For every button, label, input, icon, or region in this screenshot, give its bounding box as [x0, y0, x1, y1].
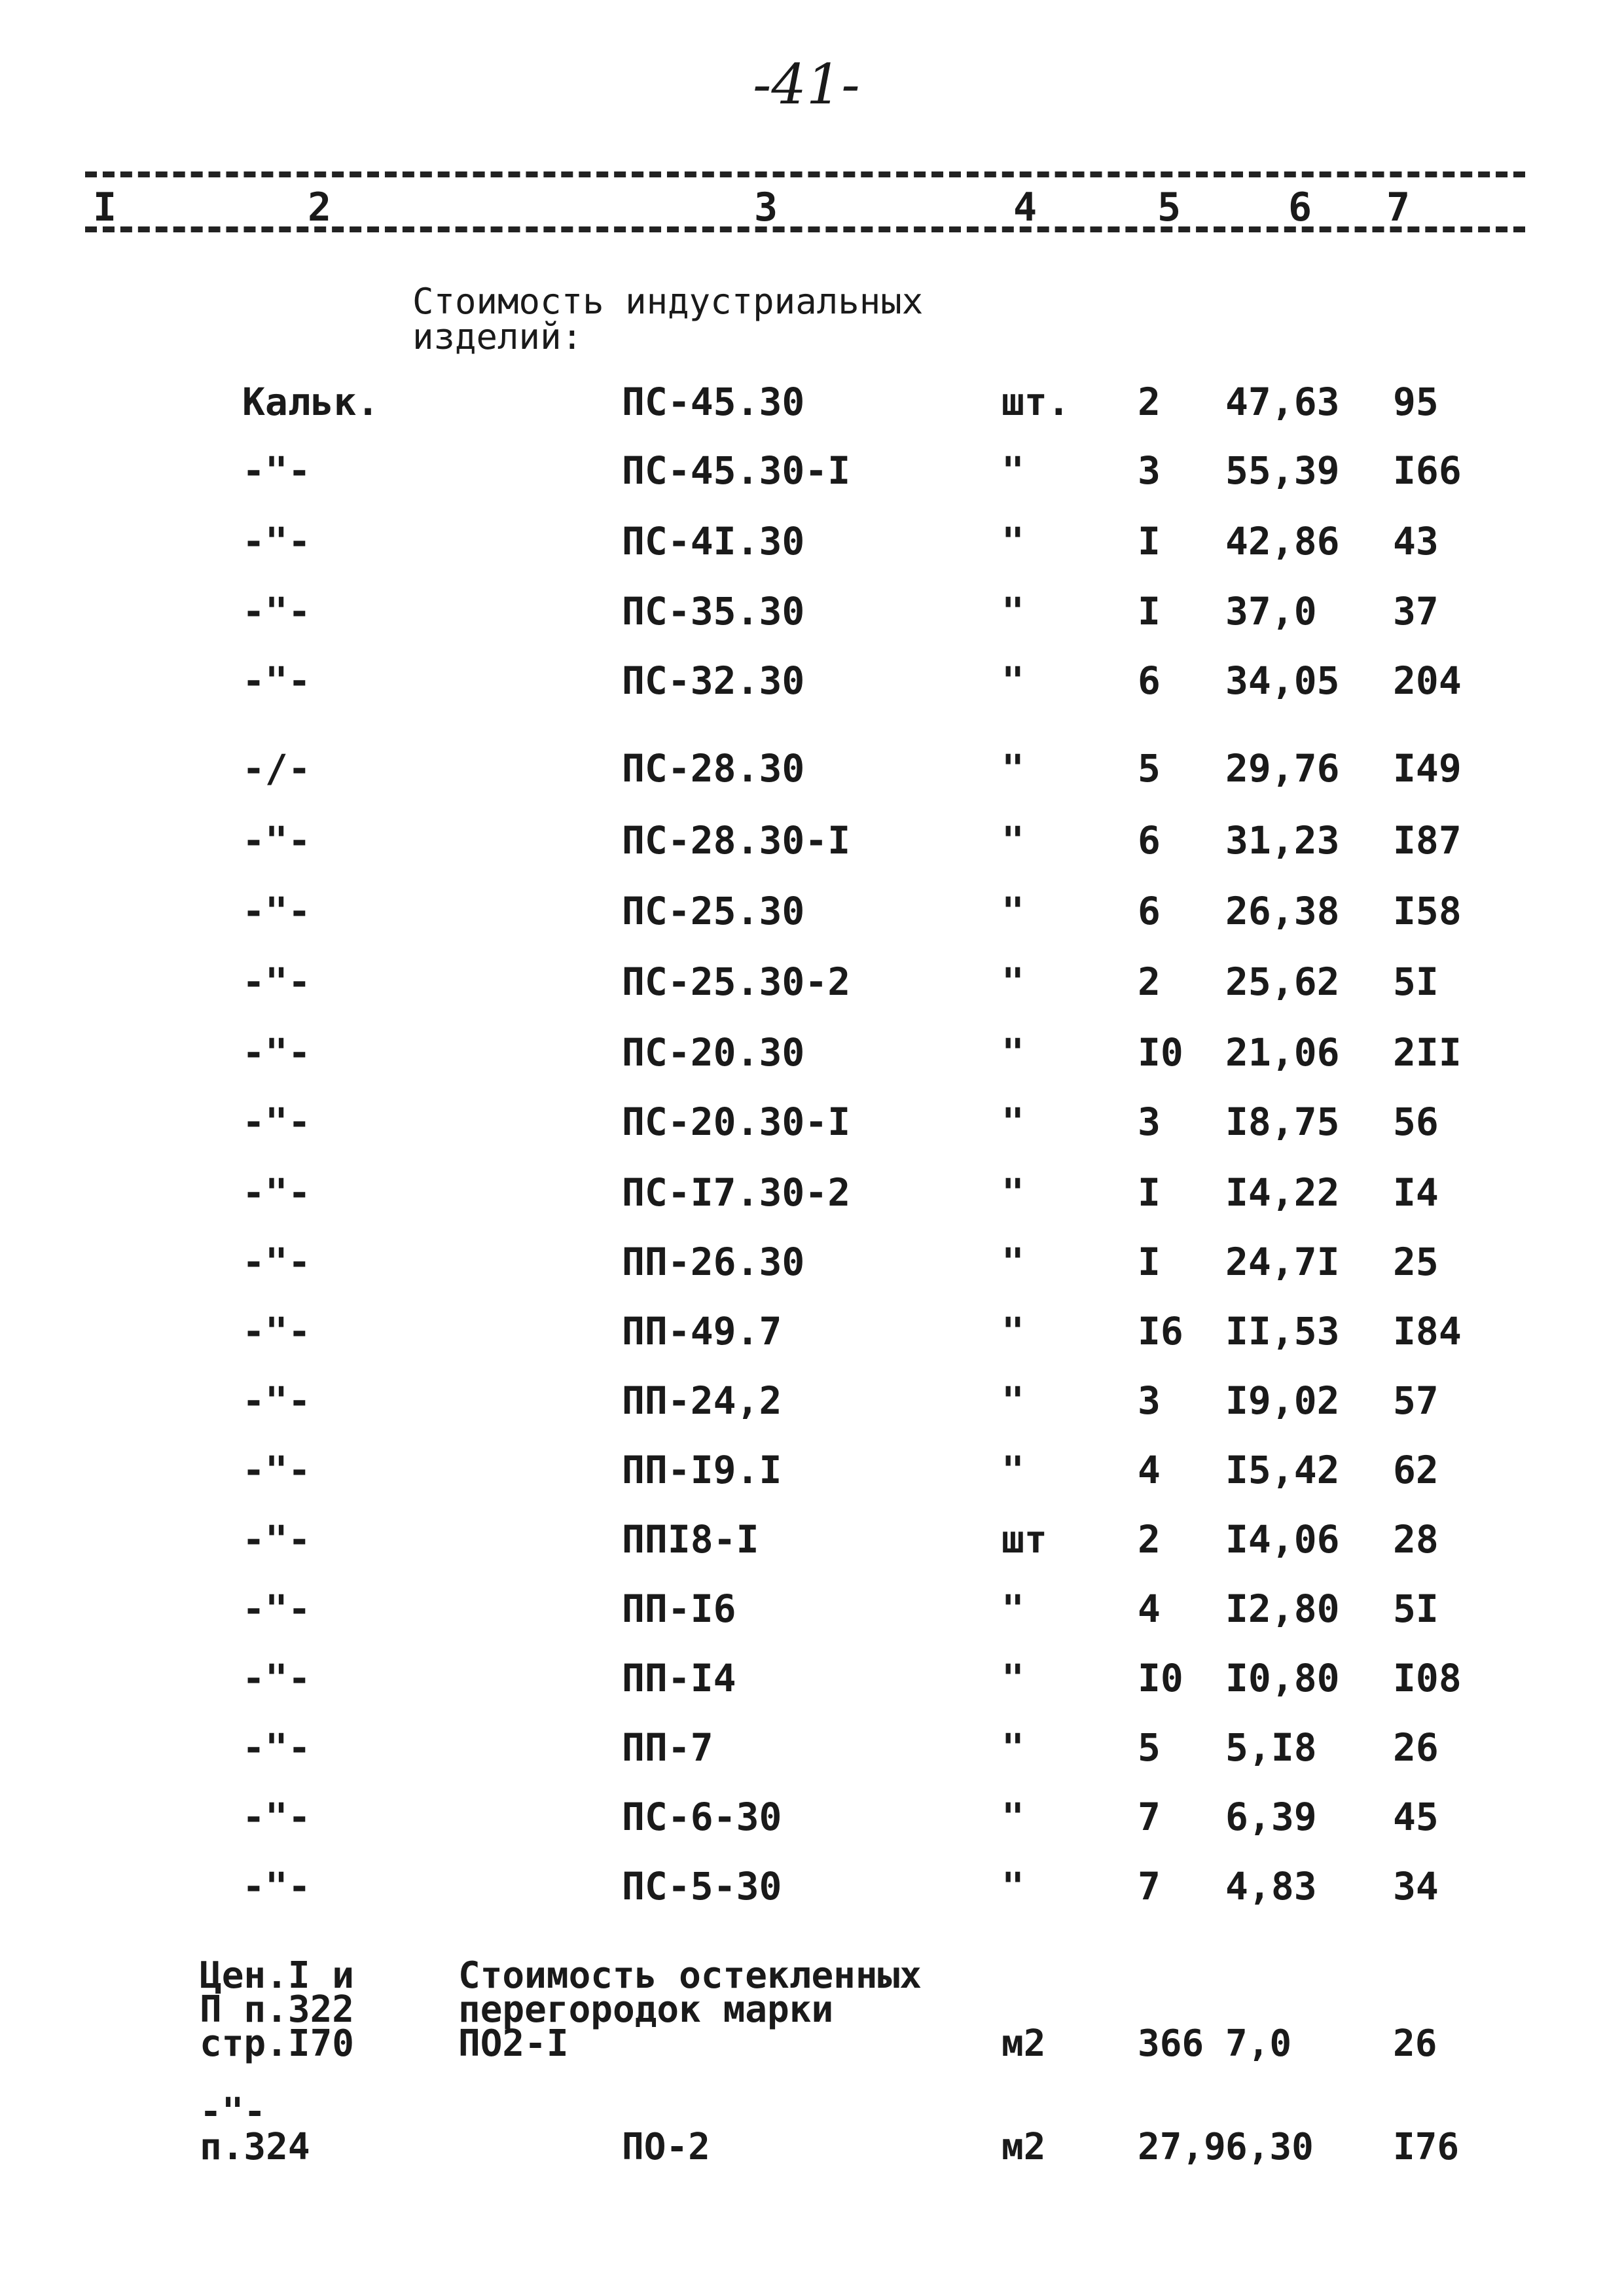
cell-price: 34,05	[1225, 658, 1340, 703]
cell-price: I2,80	[1225, 1587, 1340, 1631]
cell-mark: ПС-32.30	[622, 658, 805, 703]
table-row	[0, 1517, 1624, 1570]
cell-price: I8,75	[1225, 1100, 1340, 1144]
cell-ref: -"-	[242, 1378, 311, 1423]
table-row	[0, 1864, 1624, 1916]
section2-unit: м2	[1001, 2022, 1046, 2065]
cell-ref: -"-	[242, 1240, 311, 1284]
section3-mark: ПО-2	[622, 2126, 710, 2168]
cell-ref: -"-	[242, 889, 311, 933]
cell-total: 37	[1393, 589, 1439, 634]
table-row	[0, 746, 1624, 798]
column-header-7: 7	[1386, 185, 1411, 230]
cell-qty: 3	[1138, 1378, 1161, 1423]
cell-price: 42,86	[1225, 519, 1340, 564]
cell-unit: "	[1001, 1725, 1024, 1770]
cell-mark: ПП-24,2	[622, 1378, 782, 1423]
cell-mark: ПС-45.30-I	[622, 448, 851, 493]
cell-unit: "	[1001, 1030, 1024, 1075]
table-row	[0, 1378, 1624, 1431]
cell-total: I08	[1393, 1656, 1462, 1700]
cell-total: I84	[1393, 1309, 1462, 1354]
cell-mark: ПС-28.30-I	[622, 818, 851, 863]
section2-qty: 366	[1138, 2022, 1204, 2065]
cell-mark: ПС-I7.30-2	[622, 1170, 851, 1215]
cell-total: 57	[1393, 1378, 1439, 1423]
cell-ref: Кальк.	[242, 380, 380, 424]
column-header-3: 3	[754, 185, 778, 230]
section2-ref-line2: П п.322	[200, 1988, 355, 2031]
cell-total: 95	[1393, 380, 1439, 424]
cell-unit: "	[1001, 1240, 1024, 1284]
cell-qty: 7	[1138, 1864, 1161, 1909]
section3-total: I76	[1393, 2126, 1460, 2168]
cell-price: I4,06	[1225, 1517, 1340, 1562]
cell-price: 37,0	[1225, 589, 1317, 634]
section2-price: 7,0	[1225, 2022, 1292, 2065]
cell-ref: -"-	[242, 818, 311, 863]
cell-qty: 5	[1138, 1725, 1161, 1770]
cell-total: 204	[1393, 658, 1462, 703]
header-rule-bottom	[85, 226, 1525, 232]
cell-mark: ПС-28.30	[622, 746, 805, 791]
cell-unit: "	[1001, 1100, 1024, 1144]
cell-unit: "	[1001, 448, 1024, 493]
table-row	[0, 1587, 1624, 1639]
cell-ref: -"-	[242, 1100, 311, 1144]
cell-price: 55,39	[1225, 448, 1340, 493]
cell-unit: "	[1001, 889, 1024, 933]
section2-desc-line3: ПО2-I	[458, 2022, 569, 2065]
cell-qty: 2	[1138, 960, 1161, 1004]
cell-mark: ПС-25.30	[622, 889, 805, 933]
cell-mark: ПП-I6	[622, 1587, 736, 1631]
cell-qty: I	[1138, 1170, 1161, 1215]
cell-unit: "	[1001, 1656, 1024, 1700]
table-row	[0, 960, 1624, 1012]
cell-mark: ПП-I9.I	[622, 1448, 782, 1492]
cell-unit: "	[1001, 1795, 1024, 1839]
table-row	[0, 818, 1624, 870]
column-header-2: 2	[308, 185, 332, 230]
cell-ref: -"-	[242, 1656, 311, 1700]
cell-price: I9,02	[1225, 1378, 1340, 1423]
table-row	[0, 448, 1624, 501]
cell-unit: "	[1001, 1587, 1024, 1631]
cell-price: I5,42	[1225, 1448, 1340, 1492]
cell-qty: 6	[1138, 818, 1161, 863]
cell-total: 2II	[1393, 1030, 1462, 1075]
cell-ref: -"-	[242, 589, 311, 634]
cell-unit: "	[1001, 1170, 1024, 1215]
table-row	[0, 1030, 1624, 1083]
cell-qty: 6	[1138, 889, 1161, 933]
cell-ref: -"-	[242, 1517, 311, 1562]
cell-mark: ПС-35.30	[622, 589, 805, 634]
cell-ref: -"-	[242, 1864, 311, 1909]
cell-qty: 7	[1138, 1795, 1161, 1839]
cell-total: 45	[1393, 1795, 1439, 1839]
cell-total: 34	[1393, 1864, 1439, 1909]
cell-unit: "	[1001, 589, 1024, 634]
section3-unit: м2	[1001, 2126, 1046, 2168]
cell-total: 5I	[1393, 960, 1439, 1004]
cell-mark: ПС-45.30	[622, 380, 805, 424]
cell-mark: ПП-49.7	[622, 1309, 782, 1354]
cell-price: 24,7I	[1225, 1240, 1340, 1284]
column-header-1: I	[93, 185, 117, 230]
cell-price: 26,38	[1225, 889, 1340, 933]
cell-qty: 5	[1138, 746, 1161, 791]
cell-price: 47,63	[1225, 380, 1340, 424]
cell-unit: "	[1001, 960, 1024, 1004]
cell-unit: шт.	[1001, 380, 1070, 424]
cell-ref: -"-	[242, 1170, 311, 1215]
cell-qty: I6	[1138, 1309, 1183, 1354]
cell-mark: ПС-4I.30	[622, 519, 805, 564]
cell-unit: "	[1001, 519, 1024, 564]
cell-total: I58	[1393, 889, 1462, 933]
cell-mark: ПС-6-30	[622, 1795, 782, 1839]
section-title-line1: Стоимость индустриальных	[412, 281, 924, 322]
table-row	[0, 1170, 1624, 1223]
cell-unit: "	[1001, 658, 1024, 703]
cell-ref: -"-	[242, 1795, 311, 1839]
cell-price: 4,83	[1225, 1864, 1317, 1909]
cell-unit: "	[1001, 1864, 1024, 1909]
section3-price: 6,30	[1225, 2126, 1314, 2168]
cell-qty: I0	[1138, 1656, 1183, 1700]
cell-mark: ПП-7	[622, 1725, 713, 1770]
cell-unit: шт	[1001, 1517, 1047, 1562]
cell-qty: I	[1138, 1240, 1161, 1284]
cell-price: II,53	[1225, 1309, 1340, 1354]
cell-qty: 3	[1138, 1100, 1161, 1144]
section2-ref-line3: стр.I70	[200, 2022, 355, 2065]
column-header-5: 5	[1157, 185, 1182, 230]
table-row	[0, 519, 1624, 571]
section3-ref-line1: -"-	[200, 2090, 266, 2133]
cell-unit: "	[1001, 746, 1024, 791]
cell-ref: -"-	[242, 519, 311, 564]
cell-total: 43	[1393, 519, 1439, 564]
column-header-4: 4	[1013, 185, 1038, 230]
cell-mark: ППI8-I	[622, 1517, 759, 1562]
section3-ref-line2: п.324	[200, 2126, 310, 2168]
cell-qty: 2	[1138, 1517, 1161, 1562]
cell-total: 62	[1393, 1448, 1439, 1492]
cell-ref: -"-	[242, 448, 311, 493]
cell-unit: "	[1001, 818, 1024, 863]
cell-ref: -"-	[242, 658, 311, 703]
cell-price: I4,22	[1225, 1170, 1340, 1215]
cell-total: I87	[1393, 818, 1462, 863]
table-row	[0, 380, 1624, 432]
cell-unit: "	[1001, 1378, 1024, 1423]
cell-unit: "	[1001, 1448, 1024, 1492]
cell-ref: -"-	[242, 1587, 311, 1631]
cell-ref: -"-	[242, 1725, 311, 1770]
section2-desc-line2: перегородок марки	[458, 1988, 834, 2031]
cell-total: I4	[1393, 1170, 1439, 1215]
cell-qty: 6	[1138, 658, 1161, 703]
header-rule-top	[85, 171, 1525, 177]
cell-total: I66	[1393, 448, 1462, 493]
section2-total: 26	[1393, 2022, 1437, 2065]
cell-mark: ПС-20.30-I	[622, 1100, 851, 1144]
cell-price: 31,23	[1225, 818, 1340, 863]
table-row	[0, 1448, 1624, 1500]
cell-total: 5I	[1393, 1587, 1439, 1631]
cell-ref: -"-	[242, 1448, 311, 1492]
cell-ref: -/-	[242, 746, 311, 791]
section-title-line2: изделий:	[412, 316, 583, 357]
cell-qty: 3	[1138, 448, 1161, 493]
cell-price: I0,80	[1225, 1656, 1340, 1700]
cell-total: 28	[1393, 1517, 1439, 1562]
table-row	[0, 1656, 1624, 1708]
table-row	[0, 1725, 1624, 1778]
cell-mark: ПС-25.30-2	[622, 960, 851, 1004]
cell-qty: I0	[1138, 1030, 1183, 1075]
column-header-6: 6	[1288, 185, 1312, 230]
cell-total: 56	[1393, 1100, 1439, 1144]
cell-qty: 2	[1138, 380, 1161, 424]
section3-qty: 27,9	[1138, 2126, 1226, 2168]
cell-total: 26	[1393, 1725, 1439, 1770]
cell-ref: -"-	[242, 1030, 311, 1075]
cell-mark: ПП-I4	[622, 1656, 736, 1700]
section2-desc-line1: Стоимость остекленных	[458, 1954, 922, 1997]
table-row	[0, 589, 1624, 641]
cell-total: 25	[1393, 1240, 1439, 1284]
cell-mark: ПП-26.30	[622, 1240, 805, 1284]
cell-qty: I	[1138, 519, 1161, 564]
page-number: -41-	[753, 52, 860, 117]
cell-qty: I	[1138, 589, 1161, 634]
cell-mark: ПС-20.30	[622, 1030, 805, 1075]
cell-unit: "	[1001, 1309, 1024, 1354]
table-row	[0, 889, 1624, 941]
table-row	[0, 1240, 1624, 1292]
table-row	[0, 1100, 1624, 1152]
table-row	[0, 1309, 1624, 1361]
cell-qty: 4	[1138, 1587, 1161, 1631]
section2-ref-line1: Цен.I и	[200, 1954, 355, 1997]
cell-ref: -"-	[242, 960, 311, 1004]
cell-ref: -"-	[242, 1309, 311, 1354]
cell-price: 6,39	[1225, 1795, 1317, 1839]
cell-price: 29,76	[1225, 746, 1340, 791]
table-row	[0, 1795, 1624, 1847]
cell-total: I49	[1393, 746, 1462, 791]
cell-qty: 4	[1138, 1448, 1161, 1492]
cell-price: 5,I8	[1225, 1725, 1317, 1770]
cell-price: 25,62	[1225, 960, 1340, 1004]
cell-mark: ПС-5-30	[622, 1864, 782, 1909]
table-row	[0, 658, 1624, 711]
cell-price: 21,06	[1225, 1030, 1340, 1075]
